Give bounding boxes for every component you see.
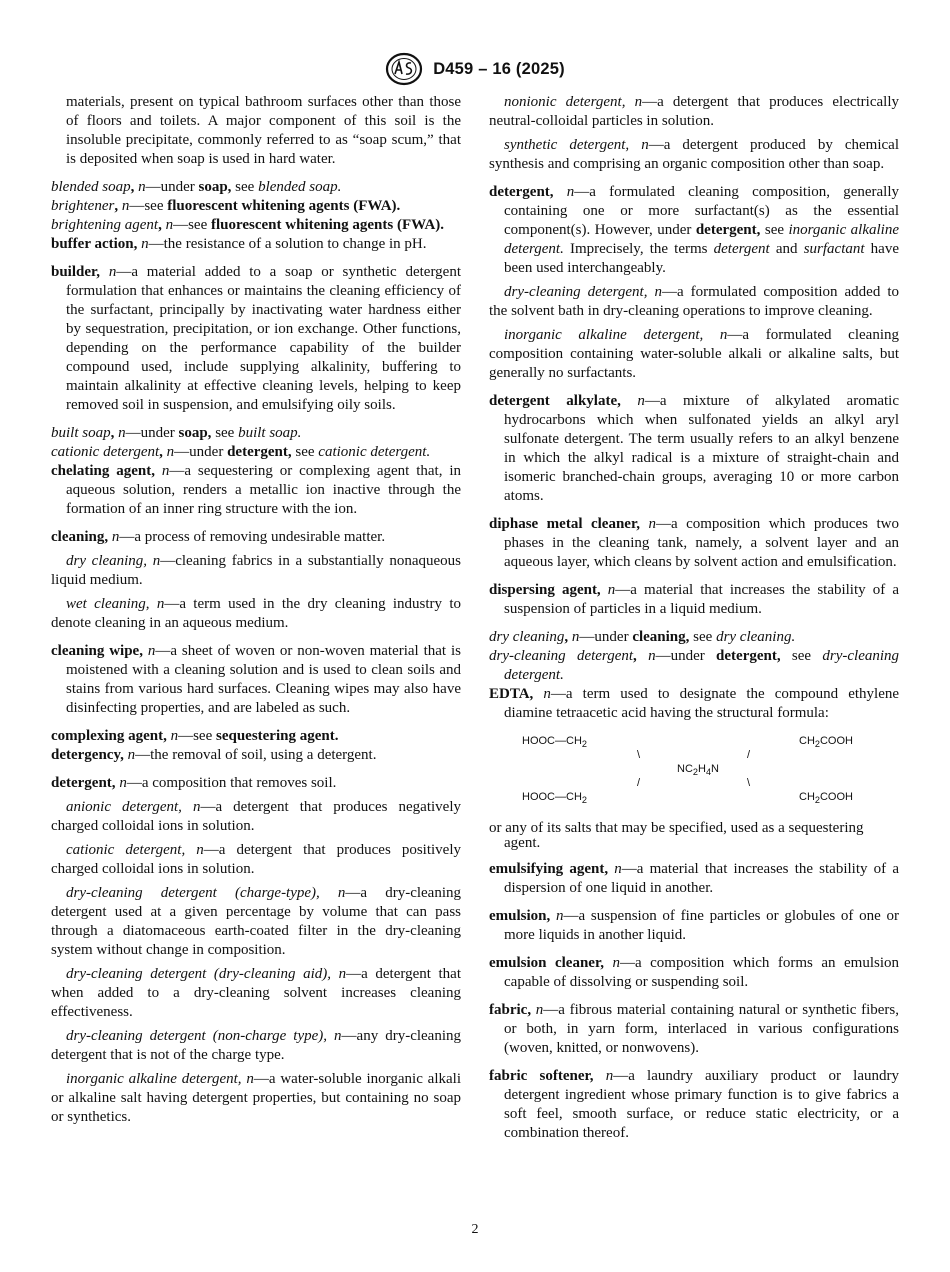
formula-bottom-right: $CH_2COOH$ xyxy=(799,791,853,806)
formula-bond-lower-left: / xyxy=(637,777,641,789)
entry-detergent-formulated: detergent, n—a formulated cleaning composition, generally containing one or more surfactant(s) as the essential component(s). However, under detergent, see inorganic alkaline detergent. Imprecisely, the terms detergent and surfactant have been used interchangeably. xyxy=(489,184,899,276)
entry-chelating-agent: chelating agent, n—a sequestering or complexing agent that, in aqueous solution, renders a metallic ion inactive through the formation of an inner ring structure with the ion. xyxy=(51,463,462,517)
entry-brightener: brightener, n—see fluorescent whitening agents (FWA). xyxy=(51,198,401,214)
formula-bond-lower-right: \ xyxy=(747,777,751,789)
subentry-nonionic-detergent: nonionic detergent, n—a detergent that produces electrically neutral-colloidal particles in solution. xyxy=(489,94,899,129)
formula-top-right: $CH_2COOH$ xyxy=(799,735,853,750)
subentry-inorganic-alkaline-detergent: inorganic alkaline detergent, n—a water-soluble inorganic alkali or alkaline salt having detergent properties, but containing no soap or synthetics. xyxy=(51,1071,461,1125)
entry-cleaning: cleaning, n—a process of removing undesirable matter. xyxy=(51,529,386,545)
page-header xyxy=(0,52,950,86)
entry-diphase-metal-cleaner: diphase metal cleaner, n—a composition which produces two phases in the cleaning tank, namely, a solvent layer and an aqueous layer, which cleans by solvent action and emulsification. xyxy=(489,516,899,570)
entry-builder: builder, n—a material added to a soap or synthetic detergent formulation that enhances or maintains the cleaning efficiency of the surfactant, principally by inactivating water hardness either by sequestration, precipitation, or ion exchange. Other functions, depending on the performance capability of the builder compound used, include supplying alkalinity, buffering to maintain alkalinity at effective cleaning levels, helping to keep removed soil in suspension, and emulsifying oily soils. xyxy=(51,264,461,413)
astm-logo-icon xyxy=(385,52,423,86)
entry-cationic-detergent-ref: cationic detergent, n—under detergent, see cationic detergent. xyxy=(51,444,431,460)
subentry-wet-cleaning: wet cleaning, n—a term used in the dry cleaning industry to denote cleaning in an aqueous medium. xyxy=(51,596,462,631)
continued-definition: materials, present on typical bathroom surfaces other than those of floors and toilets. A major component of this soil is the insoluble precipitate, commonly referred to as “soap scum,” that is deposited when soap is used in hard water. xyxy=(66,94,461,167)
entry-detergent: detergent, n—a composition that removes soil. xyxy=(51,775,337,791)
subentry-anionic-detergent: anionic detergent, n—a detergent that produces negatively charged colloidal ions in solution. xyxy=(51,799,461,834)
entry-dry-cleaning-ref: dry cleaning, n—under cleaning, see dry cleaning. xyxy=(489,629,796,645)
entry-fabric-softener: fabric softener, n—a laundry auxiliary product or laundry detergent ingredient whose primary function is to give fabrics a soft feel, smooth surface, or reduce static electricity, or a combination thereof. xyxy=(489,1068,900,1141)
entry-cleaning-wipe: cleaning wipe, n—a sheet of woven or non-woven material that is moistened with a cleaning solution and is used to clean soils and stains from various hard surfaces. Cleaning wipes may also have disinfecting properties, and are labeled as such. xyxy=(51,643,461,716)
entry-dry-cleaning-detergent-ref: dry-cleaning detergent, n—under detergent, see dry-cleaning detergent. xyxy=(489,648,900,683)
entry-edta: EDTA, n—a term used to designate the compound ethylene diamine tetraacetic acid having the structural formula: xyxy=(489,686,900,721)
subentry-dcd-charge-type: dry-cleaning detergent (charge-type), n—a dry-cleaning detergent used at a given percentage by volume that can pass through a diatomaceous earth-coated filter in the dry-cleaning system without change in composition. xyxy=(51,885,461,958)
subentry-cationic-detergent: cationic detergent, n—a detergent that produces positively charged colloidal ions in solution. xyxy=(51,842,461,877)
subentry-dry-cleaning-detergent: dry-cleaning detergent, n—a formulated composition added to the solvent bath in dry-cleaning operations to improve cleaning. xyxy=(489,284,899,319)
entry-emulsifying-agent: emulsifying agent, n—a material that increases the stability of a dispersion of one liquid in another. xyxy=(489,861,899,896)
entry-detergency: detergency, n—the removal of soil, using a detergent. xyxy=(51,747,377,763)
subentry-dcd-aid: dry-cleaning detergent (dry-cleaning aid), n—a detergent that when added to a dry-cleaning solvent increases cleaning effectiveness. xyxy=(51,966,462,1020)
entry-built-soap: built soap, n—under soap, see built soap. xyxy=(51,425,302,441)
subentry-dry-cleaning: dry cleaning, n—cleaning fabrics in a substantially nonaqueous liquid medium. xyxy=(51,553,461,588)
entry-emulsion-cleaner: emulsion cleaner, n—a composition which forms an emulsion capable of dissolving or suspending soil. xyxy=(489,955,899,990)
standard-designation: D459 – 16 (2025) xyxy=(433,59,565,78)
entry-fabric: fabric, n—a fibrous material containing natural or synthetic fibers, or both, in yarn form, interlaced in various configurations (woven, knitted, or nonwovens). xyxy=(489,1002,899,1056)
entry-brightening-agent: brightening agent, n—see fluorescent whitening agents (FWA). xyxy=(51,217,445,233)
page-number: 2 xyxy=(471,1222,479,1237)
formula-bottom-left: $HOOC—CH_2$ xyxy=(522,791,587,806)
edta-continuation: or any of its salts that may be specified, used as a sequestering agent. xyxy=(489,820,864,851)
subentry-synthetic-detergent: synthetic detergent, n—a detergent produced by chemical synthesis and comprising an organic composition other than soap. xyxy=(489,137,900,172)
entry-complexing-agent: complexing agent, n—see sequestering agent. xyxy=(51,728,339,744)
edta-structural-formula xyxy=(489,729,899,815)
entry-detergent-alkylate: detergent alkylate, n—a mixture of alkylated aromatic hydrocarbons which when sulfonated yields an alkyl aryl sulfonate detergent. The term usually refers to an alkyl benzene in which the alkyl radical is a mixture of straight-chain and isomeric branched-chain groups, averaging 10 or more carbon atoms. xyxy=(489,393,900,504)
entry-dispersing-agent: dispersing agent, n—a material that increases the stability of a suspension of particles in a liquid medium. xyxy=(489,582,899,617)
left-column xyxy=(51,93,461,1127)
subentry-dcd-non-charge: dry-cleaning detergent (non-charge type), n—any dry-cleaning detergent that is not of the charge type. xyxy=(51,1028,461,1063)
formula-bond-upper-left: \ xyxy=(637,749,641,761)
formula-bond-upper-right: / xyxy=(747,749,751,761)
right-column xyxy=(489,93,899,1143)
formula-center: $NC_2H_4N$ xyxy=(677,763,719,778)
entry-emulsion: emulsion, n—a suspension of fine particles or globules of one or more liquids in another liquid. xyxy=(489,908,900,943)
entry-buffer-action: buffer action, n—the resistance of a solution to change in pH. xyxy=(51,236,427,252)
entry-blended-soap: blended soap, n—under soap, see blended soap. xyxy=(51,179,342,195)
subentry-inorganic-alkaline: inorganic alkaline detergent, n—a formulated cleaning composition containing water-soluble alkali or alkaline salts, but generally no surfactants. xyxy=(489,327,899,381)
formula-top-left: $HOOC—CH_2$ xyxy=(522,735,587,750)
